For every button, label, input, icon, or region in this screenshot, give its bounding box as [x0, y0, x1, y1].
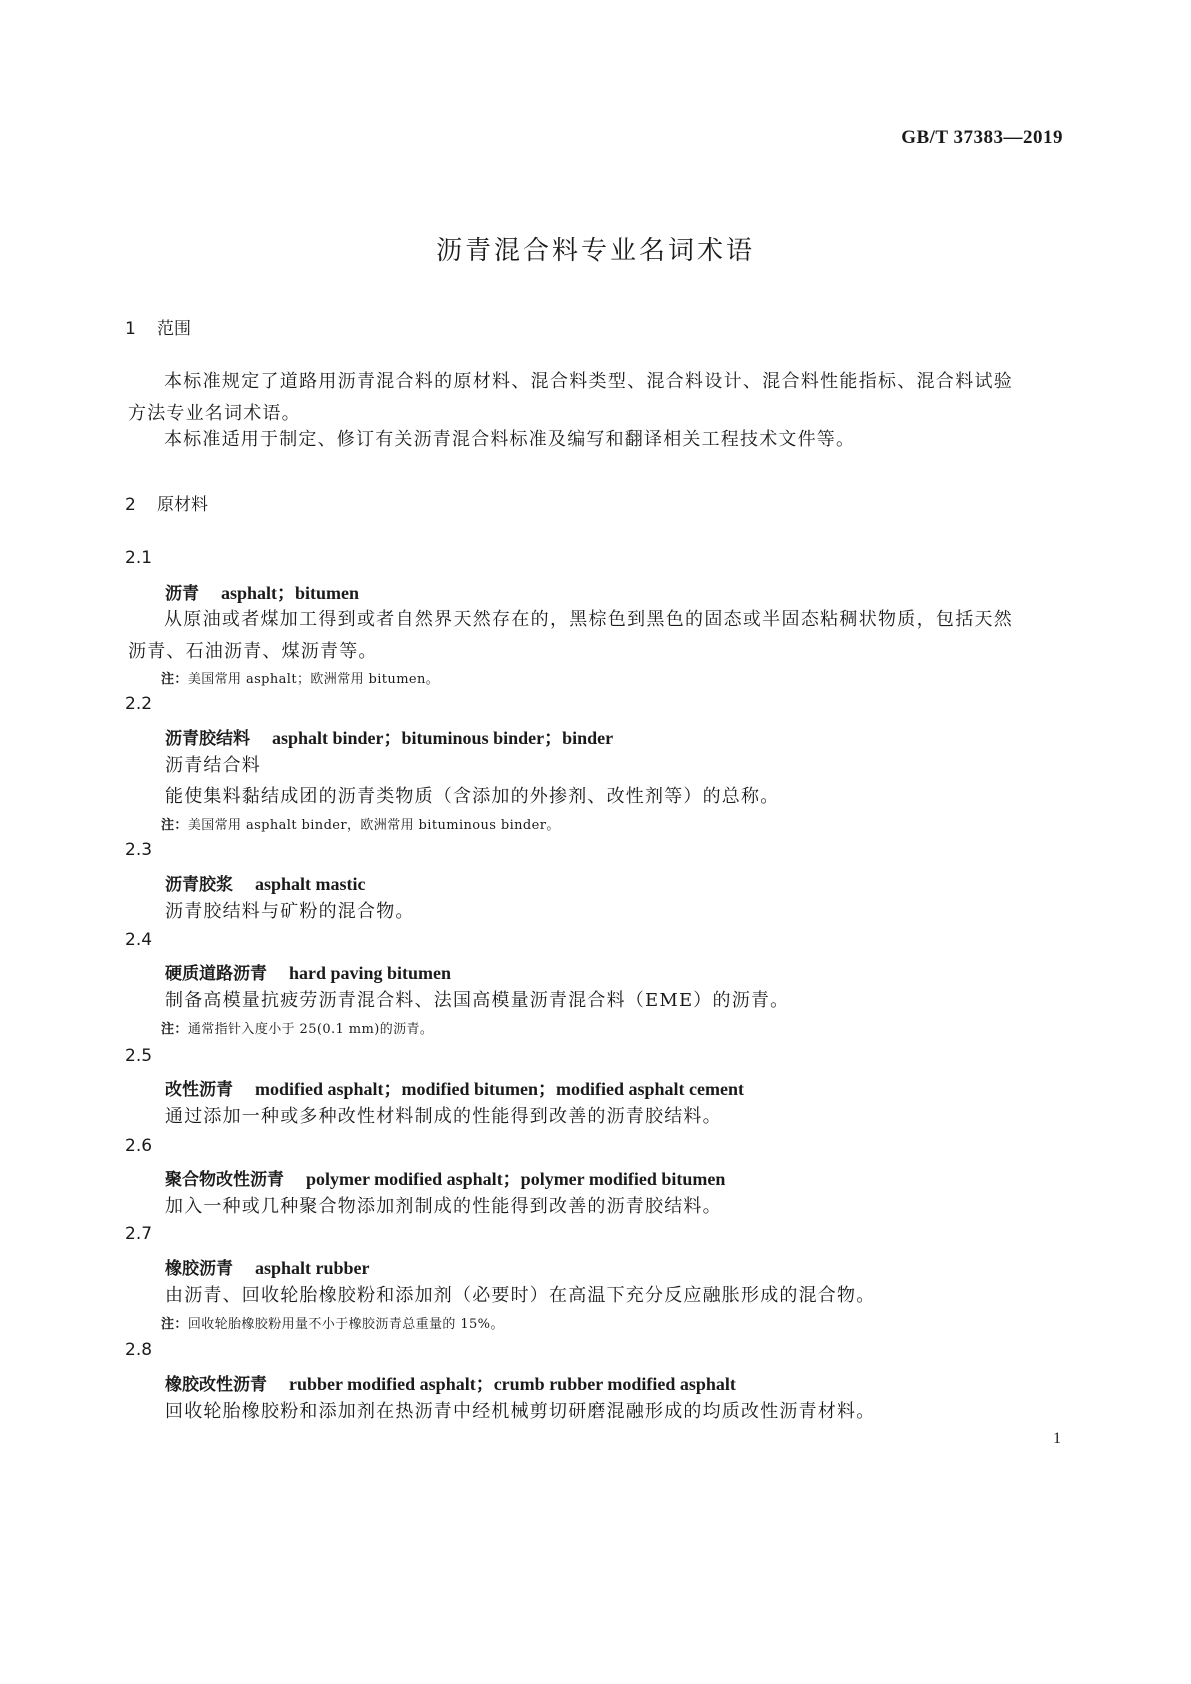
note-label: 注： — [161, 672, 188, 687]
term-definition: 沥青胶结料与矿粉的混合物。 — [165, 901, 415, 922]
section-1-heading — [125, 314, 191, 339]
term-chinese: 沥青胶浆 — [165, 875, 233, 895]
note-text: 美国常用 asphalt binder，欧洲常用 bituminous binder。 — [187, 818, 560, 833]
note-label: 注： — [161, 1022, 188, 1037]
term-english: polymer modified asphalt；polymer modified bitumen — [306, 1169, 726, 1189]
section-number: 1 — [125, 319, 136, 339]
term-chinese: 沥青胶结料 — [165, 729, 250, 749]
term-note — [161, 1018, 433, 1037]
page-number: 1 — [1053, 1430, 1061, 1447]
term-note — [161, 814, 560, 833]
term-number: 2.5 — [125, 1046, 153, 1066]
term-chinese: 硬质道路沥青 — [165, 964, 267, 984]
section-title: 原材料 — [157, 495, 208, 515]
section-2-heading — [125, 490, 208, 515]
term-definition: 能使集料黏结成团的沥青类物质（含添加的外掺剂、改性剂等）的总称。 — [165, 786, 780, 807]
note-text: 美国常用 asphalt；欧洲常用 bitumen。 — [187, 672, 440, 687]
term-chinese: 聚合物改性沥青 — [165, 1170, 284, 1190]
term-english: hard paving bitumen — [289, 963, 452, 983]
term-definition: 制备高模量抗疲劳沥青混合料、法国高模量沥青混合料（EME）的沥青。 — [165, 990, 790, 1011]
term-definition: 加入一种或几种聚合物添加剂制成的性能得到改善的沥青胶结料。 — [165, 1196, 722, 1217]
term-heading — [165, 1075, 744, 1101]
term-chinese: 改性沥青 — [165, 1080, 233, 1100]
term-heading — [165, 1370, 736, 1396]
term-number: 2.6 — [125, 1136, 153, 1156]
term-number: 2.1 — [125, 548, 153, 568]
term-heading — [165, 579, 359, 605]
term-english: asphalt mastic — [255, 874, 366, 894]
term-heading — [165, 1254, 370, 1279]
term-definition: 由沥青、回收轮胎橡胶粉和添加剂（必要时）在高温下充分反应融胀形成的混合物。 — [165, 1285, 876, 1306]
term-definition: 回收轮胎橡胶粉和添加剂在热沥青中经机械剪切研磨混融形成的均质改性沥青材料。 — [165, 1401, 876, 1422]
scope-paragraph-2: 本标准适用于制定、修订有关沥青混合料标准及编写和翻译相关工程技术文件等。 — [164, 429, 856, 450]
term-number: 2.4 — [125, 930, 153, 950]
term-note — [161, 1313, 504, 1332]
term-heading — [165, 870, 366, 895]
term-note — [161, 668, 439, 687]
term-heading — [165, 959, 451, 984]
scope-paragraph-1: 本标准规定了道路用沥青混合料的原材料、混合料类型、混合料设计、混合料性能指标、混合料试验方法专业名词术语。 — [128, 371, 1013, 424]
term-heading — [165, 1165, 725, 1191]
note-text: 通常指针入度小于 25(0.1 mm)的沥青。 — [187, 1022, 434, 1037]
standard-code: GB/T 37383—2019 — [901, 127, 1063, 148]
term-number: 2.7 — [125, 1224, 153, 1244]
term-english: asphalt binder；bituminous binder；binder — [272, 728, 614, 748]
term-alternate: 沥青结合料 — [165, 755, 261, 776]
section-number: 2 — [125, 495, 136, 515]
term-chinese: 橡胶改性沥青 — [165, 1375, 267, 1395]
term-english: modified asphalt；modified bitumen；modified asphalt cement — [255, 1079, 745, 1099]
term-heading — [165, 724, 613, 750]
note-label: 注： — [161, 818, 188, 833]
term-english: rubber modified asphalt；crumb rubber modified asphalt — [289, 1374, 736, 1394]
term-chinese: 橡胶沥青 — [165, 1259, 233, 1279]
section-title: 范围 — [157, 319, 191, 339]
term-chinese: 沥青 — [165, 584, 199, 604]
term-number: 2.8 — [125, 1340, 153, 1360]
note-text: 回收轮胎橡胶粉用量不小于橡胶沥青总重量的 15%。 — [187, 1317, 504, 1332]
term-number: 2.2 — [125, 694, 153, 714]
document-title: 沥青混合料专业名词术语 — [435, 236, 755, 266]
note-label: 注： — [161, 1317, 188, 1332]
term-english: asphalt；bitumen — [221, 583, 360, 603]
term-number: 2.3 — [125, 840, 153, 860]
term-definition: 从原油或者煤加工得到或者自然界天然存在的，黑棕色到黑色的固态或半固态粘稠状物质，包括天然沥青、石油沥青、煤沥青等。 — [128, 609, 1013, 662]
term-english: asphalt rubber — [255, 1258, 370, 1278]
term-definition: 通过添加一种或多种改性材料制成的性能得到改善的沥青胶结料。 — [165, 1106, 722, 1127]
